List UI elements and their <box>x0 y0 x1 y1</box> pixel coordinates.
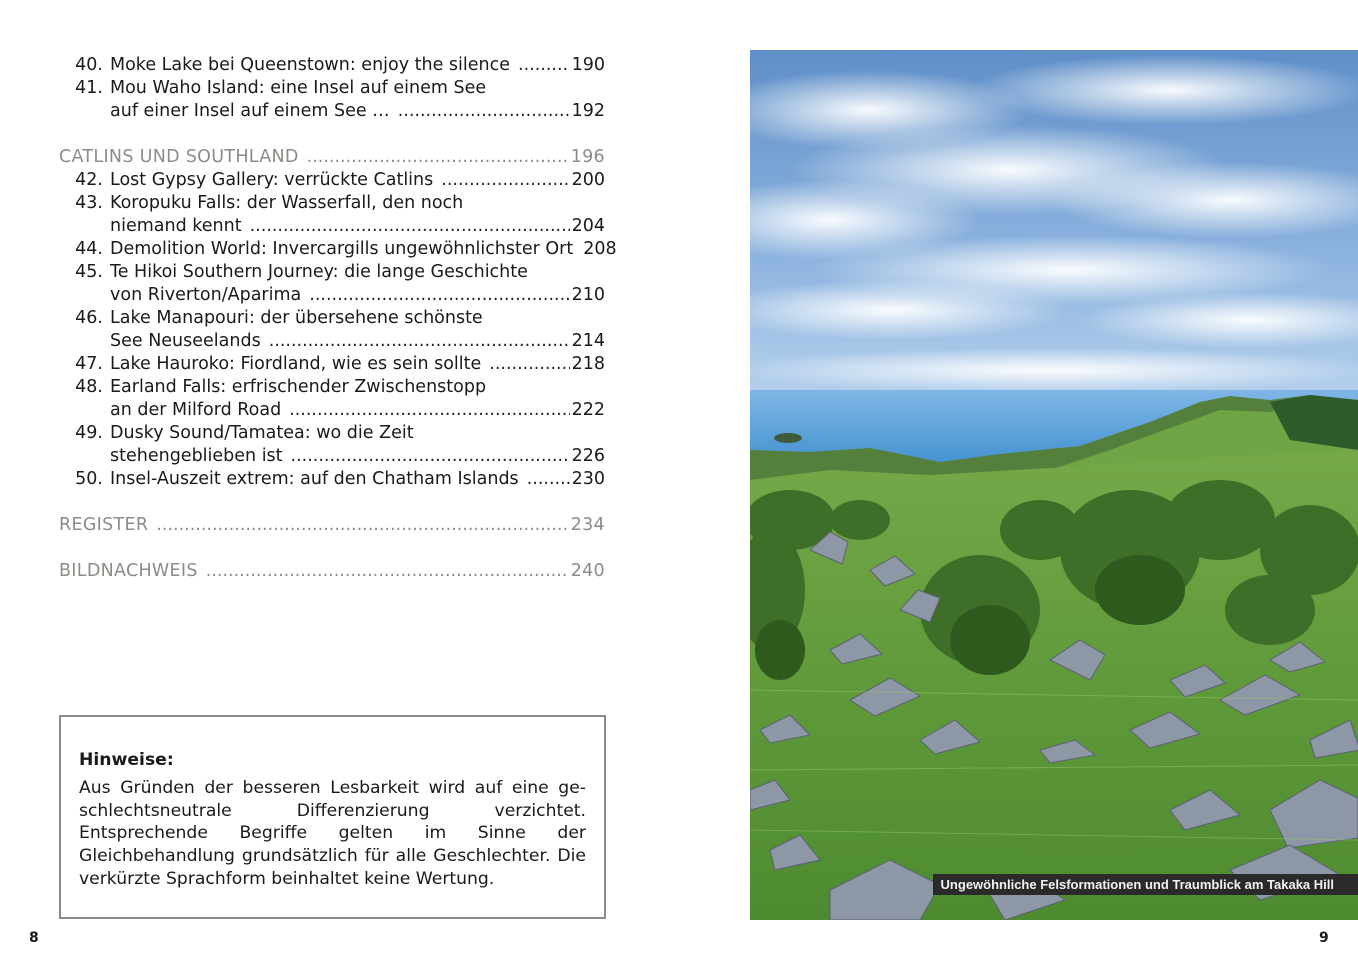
toc-entry-title: an der Milford Road <box>110 400 282 420</box>
toc-entry-row <box>59 399 605 422</box>
toc-entry-title: Insel-Auszeit extrem: auf den Chatham Islands <box>110 469 519 489</box>
toc-entry-row <box>59 100 605 123</box>
toc-page-number: 218 <box>571 354 605 374</box>
toc-page-number: 192 <box>571 101 605 121</box>
toc-section-row <box>59 560 605 583</box>
toc-entry-number: 48. <box>75 377 103 397</box>
toc-entry-row <box>59 353 605 376</box>
toc-section-row <box>59 146 605 169</box>
toc-page-number: 208 <box>583 239 617 259</box>
toc-entry-number: 46. <box>75 308 103 328</box>
toc-spacer <box>59 123 605 146</box>
toc-page-number: 230 <box>571 469 605 489</box>
toc-entry-title: Earland Falls: erfrischender Zwischenstopp <box>110 377 487 397</box>
toc-entry-number: 47. <box>75 354 103 374</box>
toc-entry-number: 49. <box>75 423 103 443</box>
toc-entry-row <box>59 215 605 238</box>
notice-title: Hinweise: <box>79 750 174 770</box>
toc-entry-title: Lake Manapouri: der übersehene schönste <box>110 308 483 328</box>
toc-dot-leader <box>269 330 570 353</box>
toc-entry-title: auf einer Insel auf einem See … <box>110 101 390 121</box>
toc-entry-number: 42. <box>75 170 103 190</box>
photo-caption: Ungewöhnliche Felsformationen und Traumblick am Takaka Hill <box>933 874 1358 895</box>
page-number-right: 9 <box>1319 930 1329 946</box>
notice-box <box>59 715 606 919</box>
toc-entry-title: Dusky Sound/Tamatea: wo die Zeit <box>110 423 414 443</box>
toc-dot-leader <box>289 399 569 422</box>
toc-dot-leader <box>250 215 570 238</box>
toc-dot-leader <box>309 284 569 307</box>
toc-entry-row <box>59 77 605 100</box>
toc-dot-leader <box>518 54 570 77</box>
toc-entry-number: 50. <box>75 469 103 489</box>
toc-dot-leader <box>441 169 569 192</box>
toc-dot-leader <box>398 100 570 123</box>
toc-entry-title: Lost Gypsy Gallery: verrückte Catlins <box>110 170 434 190</box>
toc-section-title: REGISTER <box>59 515 149 535</box>
toc-entry-row <box>59 284 605 307</box>
toc-entry-row <box>59 192 605 215</box>
notice-body: Aus Gründen der besseren Lesbarkeit wird auf eine geschlechtsneutrale Differenzierung verzichtet. Entsprechende Begriffe gelten im Sinne der Gleichbehandlung grundsätzlich für alle Geschlechter. Die verkürzte Sprachform beinhaltet keine Wertung. <box>79 777 586 889</box>
toc-spacer <box>59 537 605 560</box>
toc-entry-row <box>59 307 605 330</box>
toc-entry-row <box>59 445 605 468</box>
toc-page-number: 240 <box>570 561 605 581</box>
toc-entry-number: 44. <box>75 239 103 259</box>
toc-entry-title: See Neuseelands <box>110 331 261 351</box>
toc-entry-row <box>59 422 605 445</box>
toc-entry-title: niemand kennt <box>110 216 242 236</box>
toc-dot-leader <box>307 146 569 169</box>
toc-entry-title: stehengeblieben ist <box>110 446 283 466</box>
toc-dot-leader <box>489 353 569 376</box>
toc-entry-title: Mou Waho Island: eine Insel auf einem See <box>110 78 487 98</box>
toc-page-number: 214 <box>571 331 605 351</box>
toc-entry-title: Te Hikoi Southern Journey: die lange Geschichte <box>110 262 528 282</box>
toc-entry-row <box>59 330 605 353</box>
toc-page-number: 190 <box>571 55 605 75</box>
toc-page-number: 204 <box>571 216 605 236</box>
toc-dot-leader <box>206 560 569 583</box>
toc-entry-title: Lake Hauroko: Fiordland, wie es sein sollte <box>110 354 482 374</box>
toc-entry-row <box>59 376 605 399</box>
table-of-contents <box>59 54 617 583</box>
toc-spacer <box>59 491 605 514</box>
toc-section-row <box>59 514 605 537</box>
toc-entry-number: 41. <box>75 78 103 98</box>
toc-entry-row <box>59 468 605 491</box>
toc-entry-number: 45. <box>75 262 103 282</box>
toc-entry-row <box>59 54 605 77</box>
landscape-photo <box>750 50 1358 920</box>
toc-entry-number: 43. <box>75 193 103 213</box>
page-number-left: 8 <box>29 930 39 946</box>
toc-entry-row <box>59 238 617 261</box>
toc-page-number: 200 <box>571 170 605 190</box>
toc-entry-title: Demolition World: Invercargills ungewöhnlichster Ort <box>110 239 574 259</box>
toc-page-number: 234 <box>570 515 605 535</box>
toc-dot-leader <box>291 445 570 468</box>
toc-dot-leader <box>527 468 570 491</box>
toc-page-number: 226 <box>571 446 605 466</box>
toc-dot-leader <box>156 514 568 537</box>
landscape-illustration <box>750 50 1358 920</box>
toc-entry-title: Moke Lake bei Queenstown: enjoy the silence <box>110 55 511 75</box>
toc-page-number: 210 <box>571 285 605 305</box>
toc-page-number: 196 <box>570 147 605 167</box>
toc-entry-row <box>59 261 605 284</box>
toc-entry-number: 40. <box>75 55 103 75</box>
toc-entry-row <box>59 169 605 192</box>
toc-section-title: BILDNACHWEIS <box>59 561 198 581</box>
toc-page-number: 222 <box>571 400 605 420</box>
toc-entry-title: Koropuku Falls: der Wasserfall, den noch <box>110 193 464 213</box>
toc-section-title: CATLINS UND SOUTHLAND <box>59 147 299 167</box>
toc-entry-title: von Riverton/Aparima <box>110 285 302 305</box>
